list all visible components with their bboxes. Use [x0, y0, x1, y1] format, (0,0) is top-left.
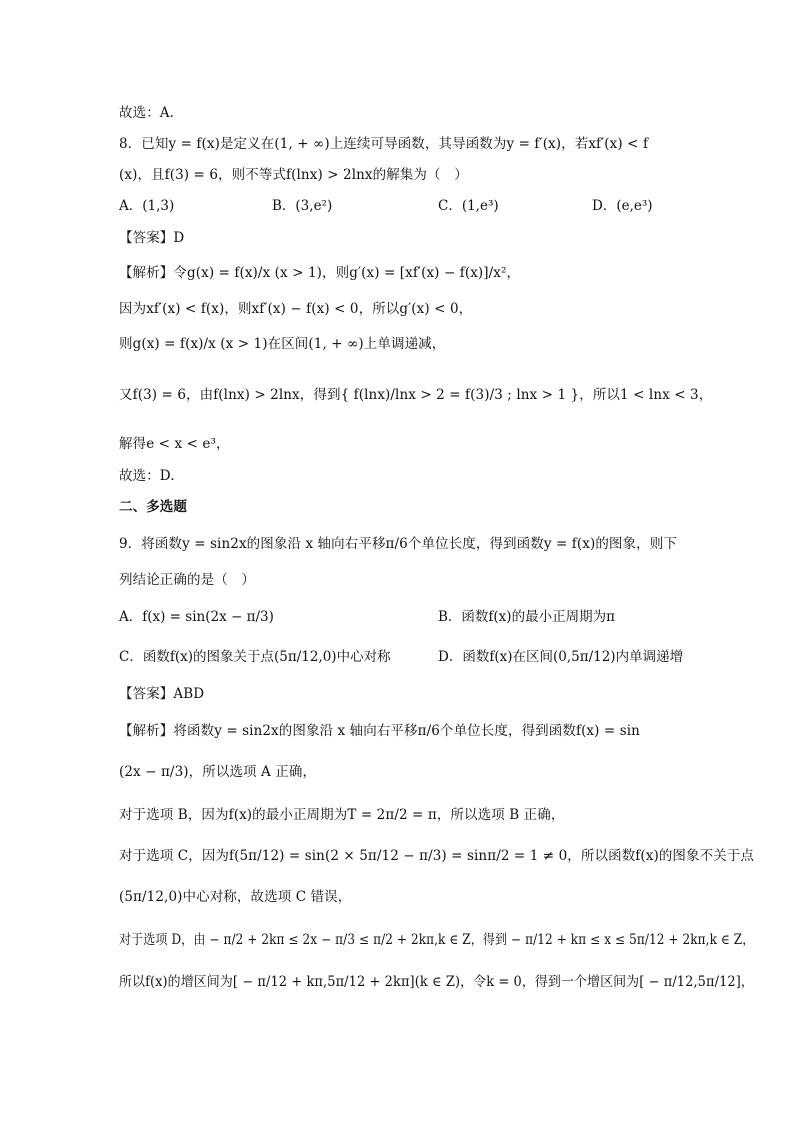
q8-stem-line-2: (x)，且f(3) = 6，则不等式f(lnx) > 2lnx的解集为（ ） — [119, 167, 468, 183]
q8-option-b: B．(3,e²) — [272, 198, 333, 214]
q8-analysis-line-4: 又f(3) = 6，由f(lnx) > 2lnx，得到{ f(lnx)/lnx > 2 = f(3)/3 ; lnx > 1 }，所以1 < lnx < 3， — [119, 387, 713, 403]
q9-stem-line-2: 列结论正确的是（ ） — [119, 572, 255, 588]
q8-option-d: D．(e,e³) — [592, 198, 653, 214]
q9-analysis-line-4: 对于选项 C，因为f(5π/12) = sin(2 × 5π/12 − π/3) = sinπ/2 = 1 ≠ 0，所以函数f(x)的图象不关于点 — [119, 848, 755, 864]
q9-analysis-line-2: (2x − π/3)，所以选项 A 正确， — [119, 764, 317, 780]
q9-option-d: D．函数f(x)在区间(0,5π/12)内单调递增 — [438, 649, 684, 665]
section-title: 二、多选题 — [119, 499, 187, 515]
q9-stem-line-1: 9．将函数y = sin2x的图象沿 x 轴向右平移π/6个单位长度，得到函数y = f(x)的图象，则下 — [119, 536, 677, 552]
q8-analysis-line-2: 因为xf′(x) < f(x)，则xf′(x) − f(x) < 0，所以g′(x) < 0， — [119, 301, 473, 317]
q9-option-a: A．f(x) = sin(2x − π/3) — [119, 609, 274, 625]
q8-analysis-line-3: 则g(x) = f(x)/x (x > 1)在区间(1, + ∞)上单调递减， — [119, 336, 446, 352]
q8-answer: 【答案】D — [119, 230, 185, 246]
q9-analysis-line-5: (5π/12,0)中心对称，故选项 C 错误， — [119, 889, 352, 905]
q8-answer-choice: 故选：D. — [119, 468, 175, 484]
q9-analysis-line-3: 对于选项 B，因为f(x)的最小正周期为T = 2π/2 = π，所以选项 B 正确， — [119, 807, 565, 823]
q9-analysis-line-7: 所以f(x)的增区间为[ − π/12 + kπ,5π/12 + 2kπ](k ∈ Z)，令k = 0，得到一个增区间为[ − π/12,5π/12]， — [119, 974, 754, 990]
q8-option-c: C．(1,e³) — [438, 198, 499, 214]
q8-option-a: A．(1,3) — [119, 198, 175, 214]
q8-stem-line-1: 8．已知y = f(x)是定义在(1, + ∞)上连续可导函数，其导函数为y = f′(x)，若xf′(x) < f — [119, 136, 649, 152]
q9-answer: 【答案】ABD — [119, 686, 205, 702]
q8-analysis-line-1: 【解析】令g(x) = f(x)/x (x > 1)，则g′(x) = [xf′(x) − f(x)]/x²， — [119, 265, 521, 281]
q8-analysis-line-5: 解得e < x < e³， — [119, 436, 230, 452]
q9-analysis-line-6: 对于选项 D，由 − π/2 + 2kπ ≤ 2x − π/3 ≤ π/2 + 2kπ,k ∈ Z，得到 − π/12 + kπ ≤ x ≤ 5π/12 + 2kπ,k ∈ Z， — [119, 932, 755, 948]
prev-answer-choice: 故选：A. — [119, 105, 175, 121]
q9-option-c: C．函数f(x)的图象关于点(5π/12,0)中心对称 — [119, 649, 391, 665]
q9-option-b: B．函数f(x)的最小正周期为π — [438, 609, 615, 625]
q9-analysis-line-1: 【解析】将函数y = sin2x的图象沿 x 轴向右平移π/6个单位长度，得到函数f(x) = sin — [119, 723, 640, 739]
